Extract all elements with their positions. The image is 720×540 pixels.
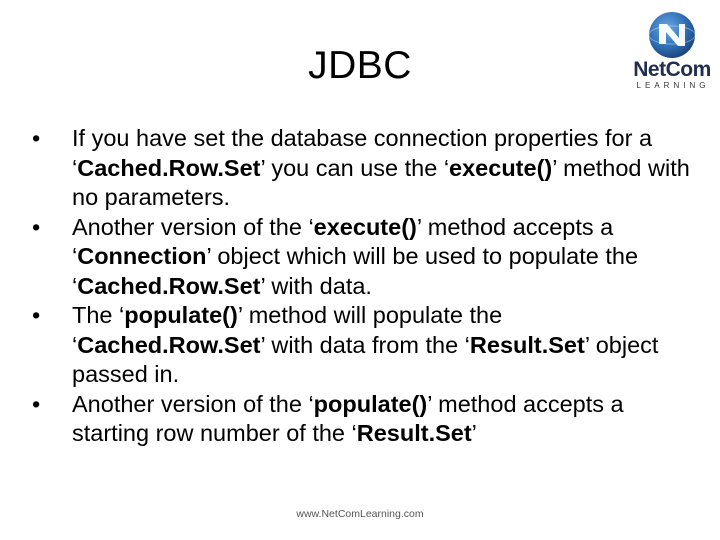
bullet-text: Another version of the ‘	[72, 213, 314, 240]
bullet-bold-text: populate()	[313, 390, 428, 417]
bullet-bold-text: Result.Set	[356, 420, 472, 446]
bullet-bold-text: Cached.Row.Set	[77, 154, 261, 181]
bullet-text: ’ you can use the ‘	[260, 154, 450, 181]
bullet-bold-text: populate()	[124, 302, 238, 328]
bullet-text: Another version of the ‘	[72, 390, 314, 417]
bullet-text: If you have set the database connection properties for a ‘	[72, 125, 653, 181]
bullet-list	[28, 124, 698, 449]
bullet-item	[28, 390, 698, 449]
bullet-text: The ‘	[72, 302, 125, 328]
bullet-marker: •	[32, 390, 41, 417]
bullet-text: ’ with data.	[260, 272, 372, 299]
bullet-bold-text: Cached.Row.Set	[77, 272, 261, 299]
bullet-text: ’ with data from the ‘	[260, 331, 470, 358]
bullet-bold-text: Connection	[77, 243, 207, 269]
slide-title: JDBC	[308, 44, 412, 87]
bullet-text: ’ method will populate the ‘	[72, 302, 503, 358]
logo-subtitle: LEARNING	[636, 81, 710, 90]
bullet-bold-text: Cached.Row.Set	[77, 331, 261, 358]
bullet-marker: •	[32, 213, 41, 240]
bullet-bold-text: execute()	[449, 154, 553, 181]
bullet-item	[28, 301, 698, 390]
bullet-text: ’ method accepts a ‘	[72, 213, 614, 269]
bullet-marker: •	[32, 302, 41, 328]
bullet-marker: •	[32, 125, 41, 151]
logo-name: NetCom	[633, 58, 711, 81]
bullet-text: ’ object which will be used to populate the ‘	[72, 243, 639, 299]
bullet-text: ’ method accepts a starting row number of the ‘	[72, 390, 624, 446]
bullet-bold-text: Result.Set	[469, 331, 585, 358]
bullet-text: ’	[471, 420, 477, 446]
bullet-item	[28, 124, 698, 213]
netcom-logo	[632, 10, 712, 94]
bullet-bold-text: execute()	[313, 213, 417, 240]
bullet-item	[28, 213, 698, 302]
bullet-text: ’ object passed in.	[72, 331, 659, 387]
footer-url: www.NetComLearning.com	[296, 508, 424, 520]
bullet-text: ’ method with no parameters.	[72, 154, 690, 210]
globe-icon	[645, 10, 699, 60]
